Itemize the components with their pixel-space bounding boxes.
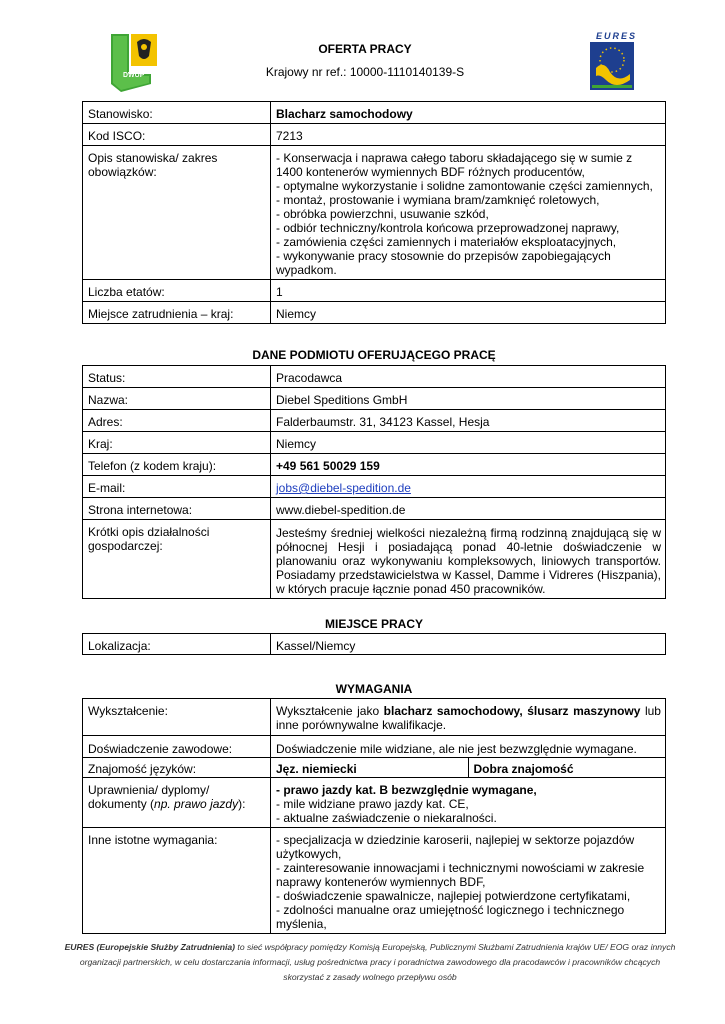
footer-note	[60, 940, 680, 985]
email-label: E-mail:	[83, 476, 271, 498]
table-row	[83, 388, 666, 410]
positions-count-label: Liczba etatów:	[83, 280, 271, 302]
position-value: Blacharz samochodowy	[271, 102, 666, 124]
table-row	[83, 520, 666, 599]
dwup-logo	[107, 32, 163, 94]
other-requirements-list	[271, 828, 666, 934]
isco-label: Kod ISCO:	[83, 124, 271, 146]
table-row	[83, 828, 666, 934]
workplace-country-value: Niemcy	[271, 302, 666, 324]
language-level: Dobra znajomość	[468, 758, 666, 778]
license-item: - aktualne zaświadczenie o niekaralności.	[276, 811, 497, 825]
table-row	[83, 102, 666, 124]
table-row	[83, 778, 666, 828]
offer-title: OFERTA PRACY	[318, 42, 412, 56]
duties-list	[271, 146, 666, 280]
country-value: Niemcy	[271, 432, 666, 454]
company-name-value: Diebel Speditions GmbH	[271, 388, 666, 410]
status-label: Status:	[83, 366, 271, 388]
address-value: Falderbaumstr. 31, 34123 Kassel, Hesja	[271, 410, 666, 432]
language-name: Jęz. niemiecki	[271, 758, 469, 778]
eures-logo	[588, 30, 636, 94]
table-row	[83, 146, 666, 280]
table-row	[83, 432, 666, 454]
education-bold-text: blacharz samochodowy, ślusarz maszynowy	[383, 704, 641, 718]
footer-text: to sieć współpracy pomiędzy Komisją Europejską, Publicznymi Służbami Zatrudnienia krajów UE/ EOG oraz innych organizacji partnerskich, w celu dostarczania informacji, usług pośrednictwa pracy i poradnictwa zawodowego dla pracodawców i pracowników chcących skorzystać z zasady wolnego przepływu osób	[79, 942, 676, 982]
duty-item: - odbiór techniczny/kontrola końcowa przeprowadzonej naprawy,	[276, 221, 620, 235]
education-text: Wykształcenie jako	[276, 704, 384, 718]
activity-label: Krótki opis działalności gospodarczej:	[83, 520, 271, 599]
website-value: www.diebel-spedition.de	[271, 498, 666, 520]
table-row	[83, 699, 666, 736]
experience-label: Doświadczenie zawodowe:	[83, 736, 271, 758]
requirements-heading: WYMAGANIA	[335, 682, 413, 696]
requirement-item: - zainteresowanie innowacjami i technicznymi nowościami w zakresie naprawy kontenerów wymiennych BDF,	[276, 861, 645, 889]
dwup-logo-text: DWUP	[123, 72, 145, 79]
workplace-table	[82, 633, 666, 655]
address-label: Adres:	[83, 410, 271, 432]
isco-value: 7213	[271, 124, 666, 146]
positions-count-value: 1	[271, 280, 666, 302]
requirements-table	[82, 698, 666, 934]
footer-bold: EURES (Europejskie Służby Zatrudnienia)	[64, 942, 236, 952]
licenses-label-end: ):	[238, 797, 246, 811]
education-value	[271, 699, 666, 736]
phone-value: +49 561 50029 159	[271, 454, 666, 476]
requirement-item: - zdolności manualne oraz umiejętność logicznego i technicznego myślenia,	[276, 903, 625, 931]
table-row	[83, 758, 666, 778]
duty-item: - montaż, prostowanie i wymiana bram/zamknięć roletowych,	[276, 193, 600, 207]
workplace-heading: MIEJSCE PRACY	[324, 617, 424, 631]
offer-reference: Krajowy nr ref.: 10000-1110140139-S	[265, 65, 465, 79]
education-text-end: lub inne porównywalne kwalifikacje.	[276, 704, 661, 732]
table-row	[83, 410, 666, 432]
duties-label: Opis stanowiska/ zakres obowiązków:	[83, 146, 271, 280]
education-label: Wykształcenie:	[83, 699, 271, 736]
table-row	[83, 498, 666, 520]
website-label: Strona internetowa:	[83, 498, 271, 520]
position-label: Stanowisko:	[83, 102, 271, 124]
phone-label: Telefon (z kodem kraju):	[83, 454, 271, 476]
location-label: Lokalizacja:	[83, 634, 271, 655]
duty-item: - wykonywanie pracy stosownie do przepisów zapobiegających wypadkom.	[276, 249, 611, 277]
experience-value: Doświadczenie mile widziane, ale nie jest bezwzględnie wymagane.	[271, 736, 666, 758]
country-label: Kraj:	[83, 432, 271, 454]
table-row	[83, 124, 666, 146]
table-row	[83, 280, 666, 302]
employer-table	[82, 365, 666, 599]
licenses-label-italic: np. prawo jazdy	[154, 797, 239, 811]
table-row	[83, 476, 666, 498]
table-row	[83, 634, 666, 655]
licenses-label-text: Uprawnienia/ dyplomy/ dokumenty (	[88, 783, 210, 811]
workplace-country-label: Miejsce zatrudnienia – kraj:	[83, 302, 271, 324]
table-row	[83, 366, 666, 388]
duty-item: - optymalne wykorzystanie i solidne zamontowanie części zamiennych,	[276, 179, 653, 193]
table-row	[83, 736, 666, 758]
licenses-label	[83, 778, 271, 828]
offer-table	[82, 101, 666, 324]
other-requirements-label: Inne istotne wymagania:	[83, 828, 271, 934]
activity-value: Jesteśmy średniej wielkości niezależną firmą rodzinną znajdującą się w północnej Hesji i posiadającą ponad 40-letnie doświadczenie w planowaniu oraz wykonywaniu kompleksowych, liniowych transportów. Posiadamy przedstawicielstwa w Kassel, Damme i Vidreres (Hiszpania), w których pracuje łącznie ponad 450 pracowników.	[271, 520, 666, 599]
location-value: Kassel/Niemcy	[271, 634, 666, 655]
licenses-list	[271, 778, 666, 828]
duty-item: - obróbka powierzchni, usuwanie szkód,	[276, 207, 489, 221]
table-row	[83, 302, 666, 324]
duty-item: - zamówienia części zamiennych i materiałów eksploatacyjnych,	[276, 235, 617, 249]
languages-label: Znajomość języków:	[83, 758, 271, 778]
license-item: - mile widziane prawo jazdy kat. CE,	[276, 797, 469, 811]
requirement-item: - doświadczenie spawalnicze, najlepiej potwierdzone certyfikatami,	[276, 889, 631, 903]
requirement-item: - specjalizacja w dziedzinie karoserii, najlepiej w sektorze pojazdów użytkowych,	[276, 833, 635, 861]
employer-heading: DANE PODMIOTU OFERUJĄCEGO PRACĘ	[252, 348, 496, 362]
company-name-label: Nazwa:	[83, 388, 271, 410]
license-item: - prawo jazdy kat. B bezwzględnie wymagane,	[276, 783, 537, 797]
eures-logo-text: EURES	[596, 31, 638, 41]
status-value: Pracodawca	[271, 366, 666, 388]
duty-item: - Konserwacja i naprawa całego taboru składającego się w sumie z 1400 kontenerów wymiennych BDF różnych producentów,	[276, 151, 633, 179]
email-link[interactable]: jobs@diebel-spedition.de	[276, 481, 411, 495]
table-row	[83, 454, 666, 476]
